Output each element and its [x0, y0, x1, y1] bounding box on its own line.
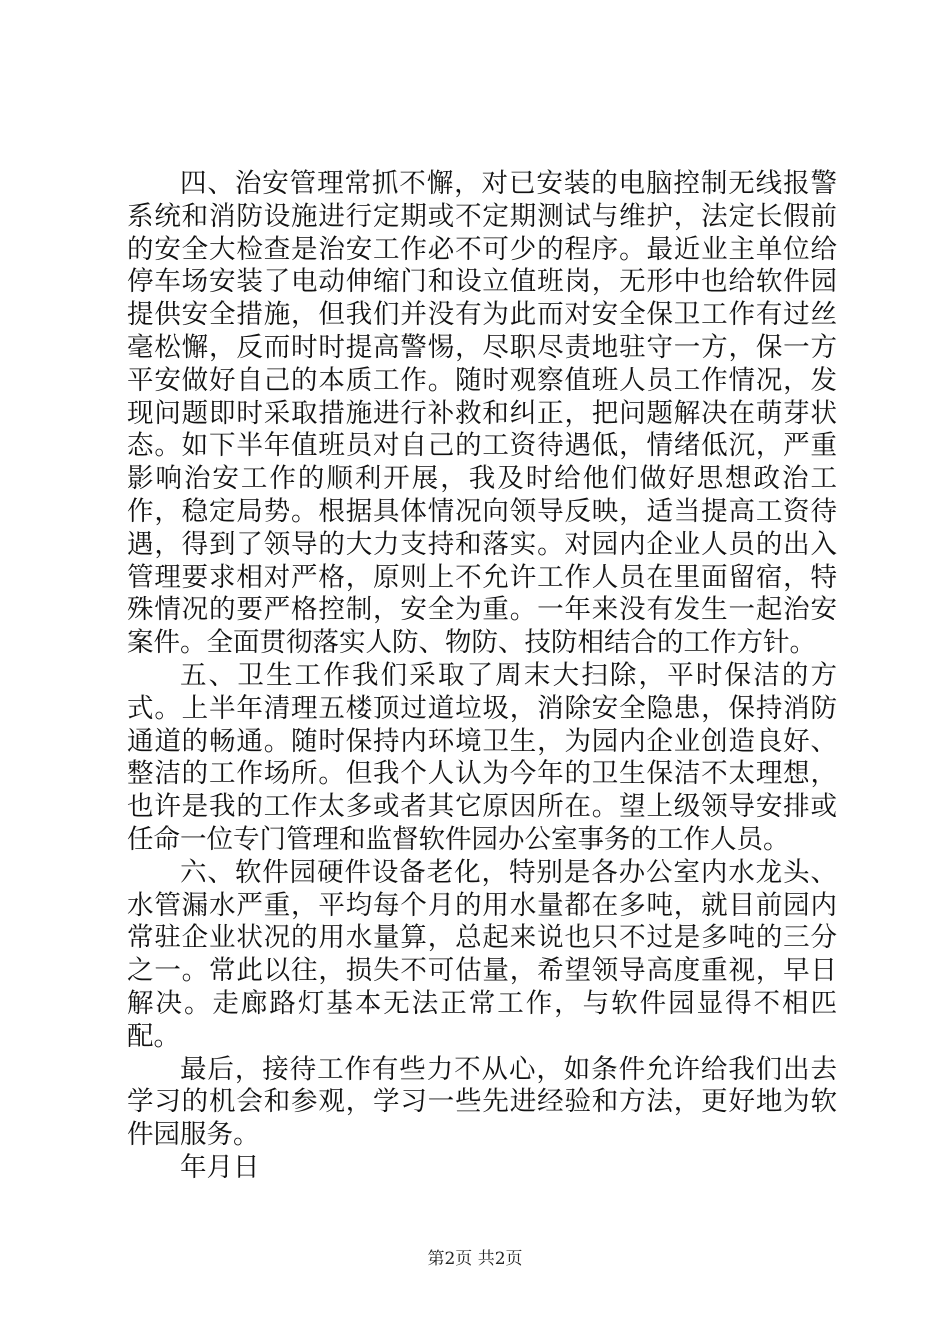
paragraph-sanitation: 五、卫生工作我们采取了周末大扫除，平时保洁的方式。上半年清理五楼顶过道垃圾，消除安全隐患，保持消防通道的畅通。随时保持内环境卫生，为园内企业创造良好、整洁的工作场所。但我个人认为今年的卫生保洁不太理想，也许是我的工作太多或者其它原因所在。望上级领导安排或任命一位专门管理和监督软件园办公室事务的工作人员。: [127, 659, 837, 855]
paragraph-conclusion: 最后，接待工作有些力不从心，如条件允许给我们出去学习的机会和参观，学习一些先进经验和方法，更好地为软件园服务。: [127, 1053, 837, 1151]
date-line: 年月日: [180, 1151, 260, 1183]
page-number-footer: 第2页 共2页: [427, 1249, 523, 1269]
paragraph-public-security: 四、治安管理常抓不懈，对已安装的电脑控制无线报警系统和消防设施进行定期或不定期测试与维护，法定长假前的安全大检查是治安工作必不可少的程序。最近业主单位给停车场安装了电动伸缩门和设立值班岗，无形中也给软件园提供安全措施，但我们并没有为此而对安全保卫工作有过丝毫松懈，反而时时提高警惕，尽职尽责地驻守一方，保一方平安做好自己的本质工作。随时观察值班人员工作情况，发现问题即时采取措施进行补救和纠正，把问题解决在萌芽状态。如下半年值班员对自己的工资待遇低，情绪低沉，严重影响治安工作的顺利开展，我及时给他们做好思想政治工作，稳定局势。根据具体情况向领导反映，适当提高工资待遇，得到了领导的大力支持和落实。对园内企业人员的出入管理要求相对严格，原则上不允许工作人员在里面留宿，特殊情况的要严格控制，安全为重。一年来没有发生一起治安案件。全面贯彻落实人防、物防、技防相结合的工作方针。: [127, 168, 837, 659]
paragraph-equipment: 六、软件园硬件设备老化，特别是各办公室内水龙头、水管漏水严重，平均每个月的用水量都在多吨，就目前园内常驻企业状况的用水量算，总起来说也只不过是多吨的三分之一。常此以往，损失不可估量，希望领导高度重视，早日解决。走廊路灯基本无法正常工作，与软件园显得不相匹配。: [127, 856, 837, 1052]
document-body: [127, 168, 837, 1185]
